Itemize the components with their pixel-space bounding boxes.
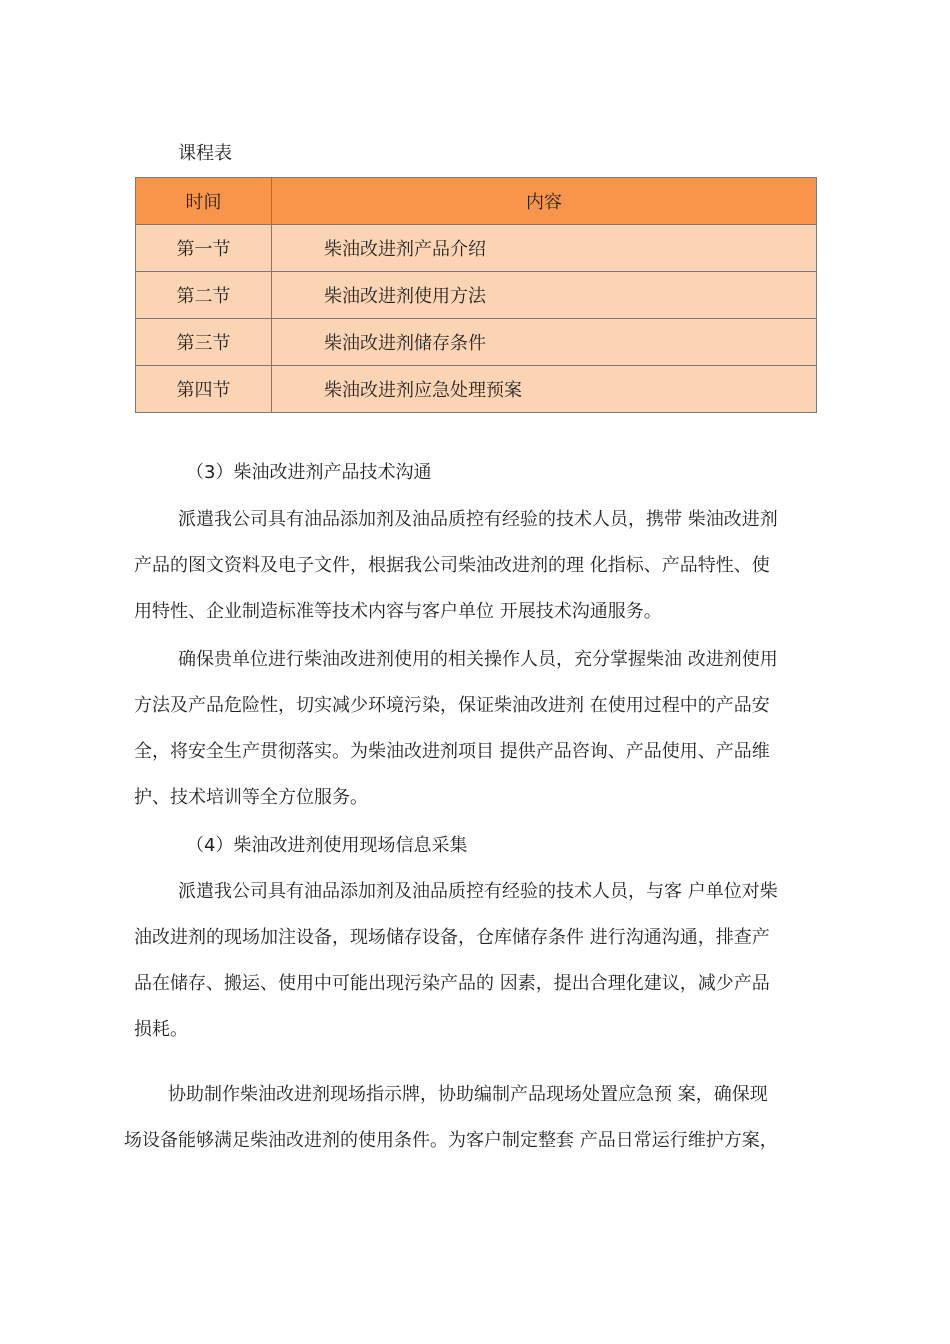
row-content: 柴油改进剂产品介绍 [272, 225, 817, 272]
table-row [136, 366, 817, 413]
row-session: 第一节 [136, 225, 272, 272]
paragraph [134, 869, 834, 1053]
row-session: 第四节 [136, 366, 272, 413]
row-content: 柴油改进剂应急处理预案 [272, 366, 817, 413]
table-row [136, 319, 817, 366]
paragraph-line: 派遣我公司具有油品添加剂及油品质控有经验的技术人员，携带 柴油改进剂 [178, 509, 778, 530]
table-row [136, 225, 817, 272]
section-heading-3: （3）柴油改进剂产品技术沟通 [186, 462, 432, 483]
paragraph-line: 损耗。 [134, 1019, 188, 1040]
paragraph-line: 确保贵单位进行柴油改进剂使用的相关操作人员，充分掌握柴油 改进剂使用 [178, 649, 778, 670]
paragraph-line: 产品的图文资料及电子文件，根据我公司柴油改进剂的理 化指标、产品特性、使 [134, 555, 770, 576]
header-time: 时间 [136, 178, 272, 225]
table-row [136, 272, 817, 319]
header-content: 内容 [272, 178, 817, 225]
paragraph-line: 用特性、企业制造标准等技术内容与客户单位 开展技术沟通服务。 [134, 601, 662, 622]
row-session: 第三节 [136, 319, 272, 366]
paragraph [124, 1072, 834, 1164]
paragraph-line: 派遣我公司具有油品添加剂及油品质控有经验的技术人员，与客 户单位对柴 [178, 881, 778, 902]
table-header-row [136, 178, 817, 225]
row-content: 柴油改进剂储存条件 [272, 319, 817, 366]
paragraph-line: 方法及产品危险性，切实减少环境污染，保证柴油改进剂 在使用过程中的产品安 [134, 695, 770, 716]
paragraph-line: 品在储存、搬运、使用中可能出现污染产品的 因素，提出合理化建议，减少产品 [134, 973, 770, 994]
section-heading-4: （4）柴油改进剂使用现场信息采集 [186, 835, 468, 856]
paragraph-line: 油改进剂的现场加注设备，现场储存设备，仓库储存条件 进行沟通沟通，排查产 [134, 927, 770, 948]
row-content: 柴油改进剂使用方法 [272, 272, 817, 319]
paragraph-line: 全，将安全生产贯彻落实。为柴油改进剂项目 提供产品咨询、产品使用、产品维 [134, 741, 770, 762]
schedule-table [135, 177, 817, 413]
row-session: 第二节 [136, 272, 272, 319]
paragraph-line: 场设备能够满足柴油改进剂的使用条件。为客户制定整套 产品日常运行维护方案， [124, 1130, 778, 1151]
paragraph-line: 协助制作柴油改进剂现场指示牌，协助编制产品现场处置应急预 案，确保现 [168, 1084, 768, 1105]
paragraph-line: 护、技术培训等全方位服务。 [134, 787, 368, 808]
table-caption: 课程表 [178, 143, 232, 164]
paragraph [134, 497, 834, 635]
paragraph [134, 637, 834, 821]
